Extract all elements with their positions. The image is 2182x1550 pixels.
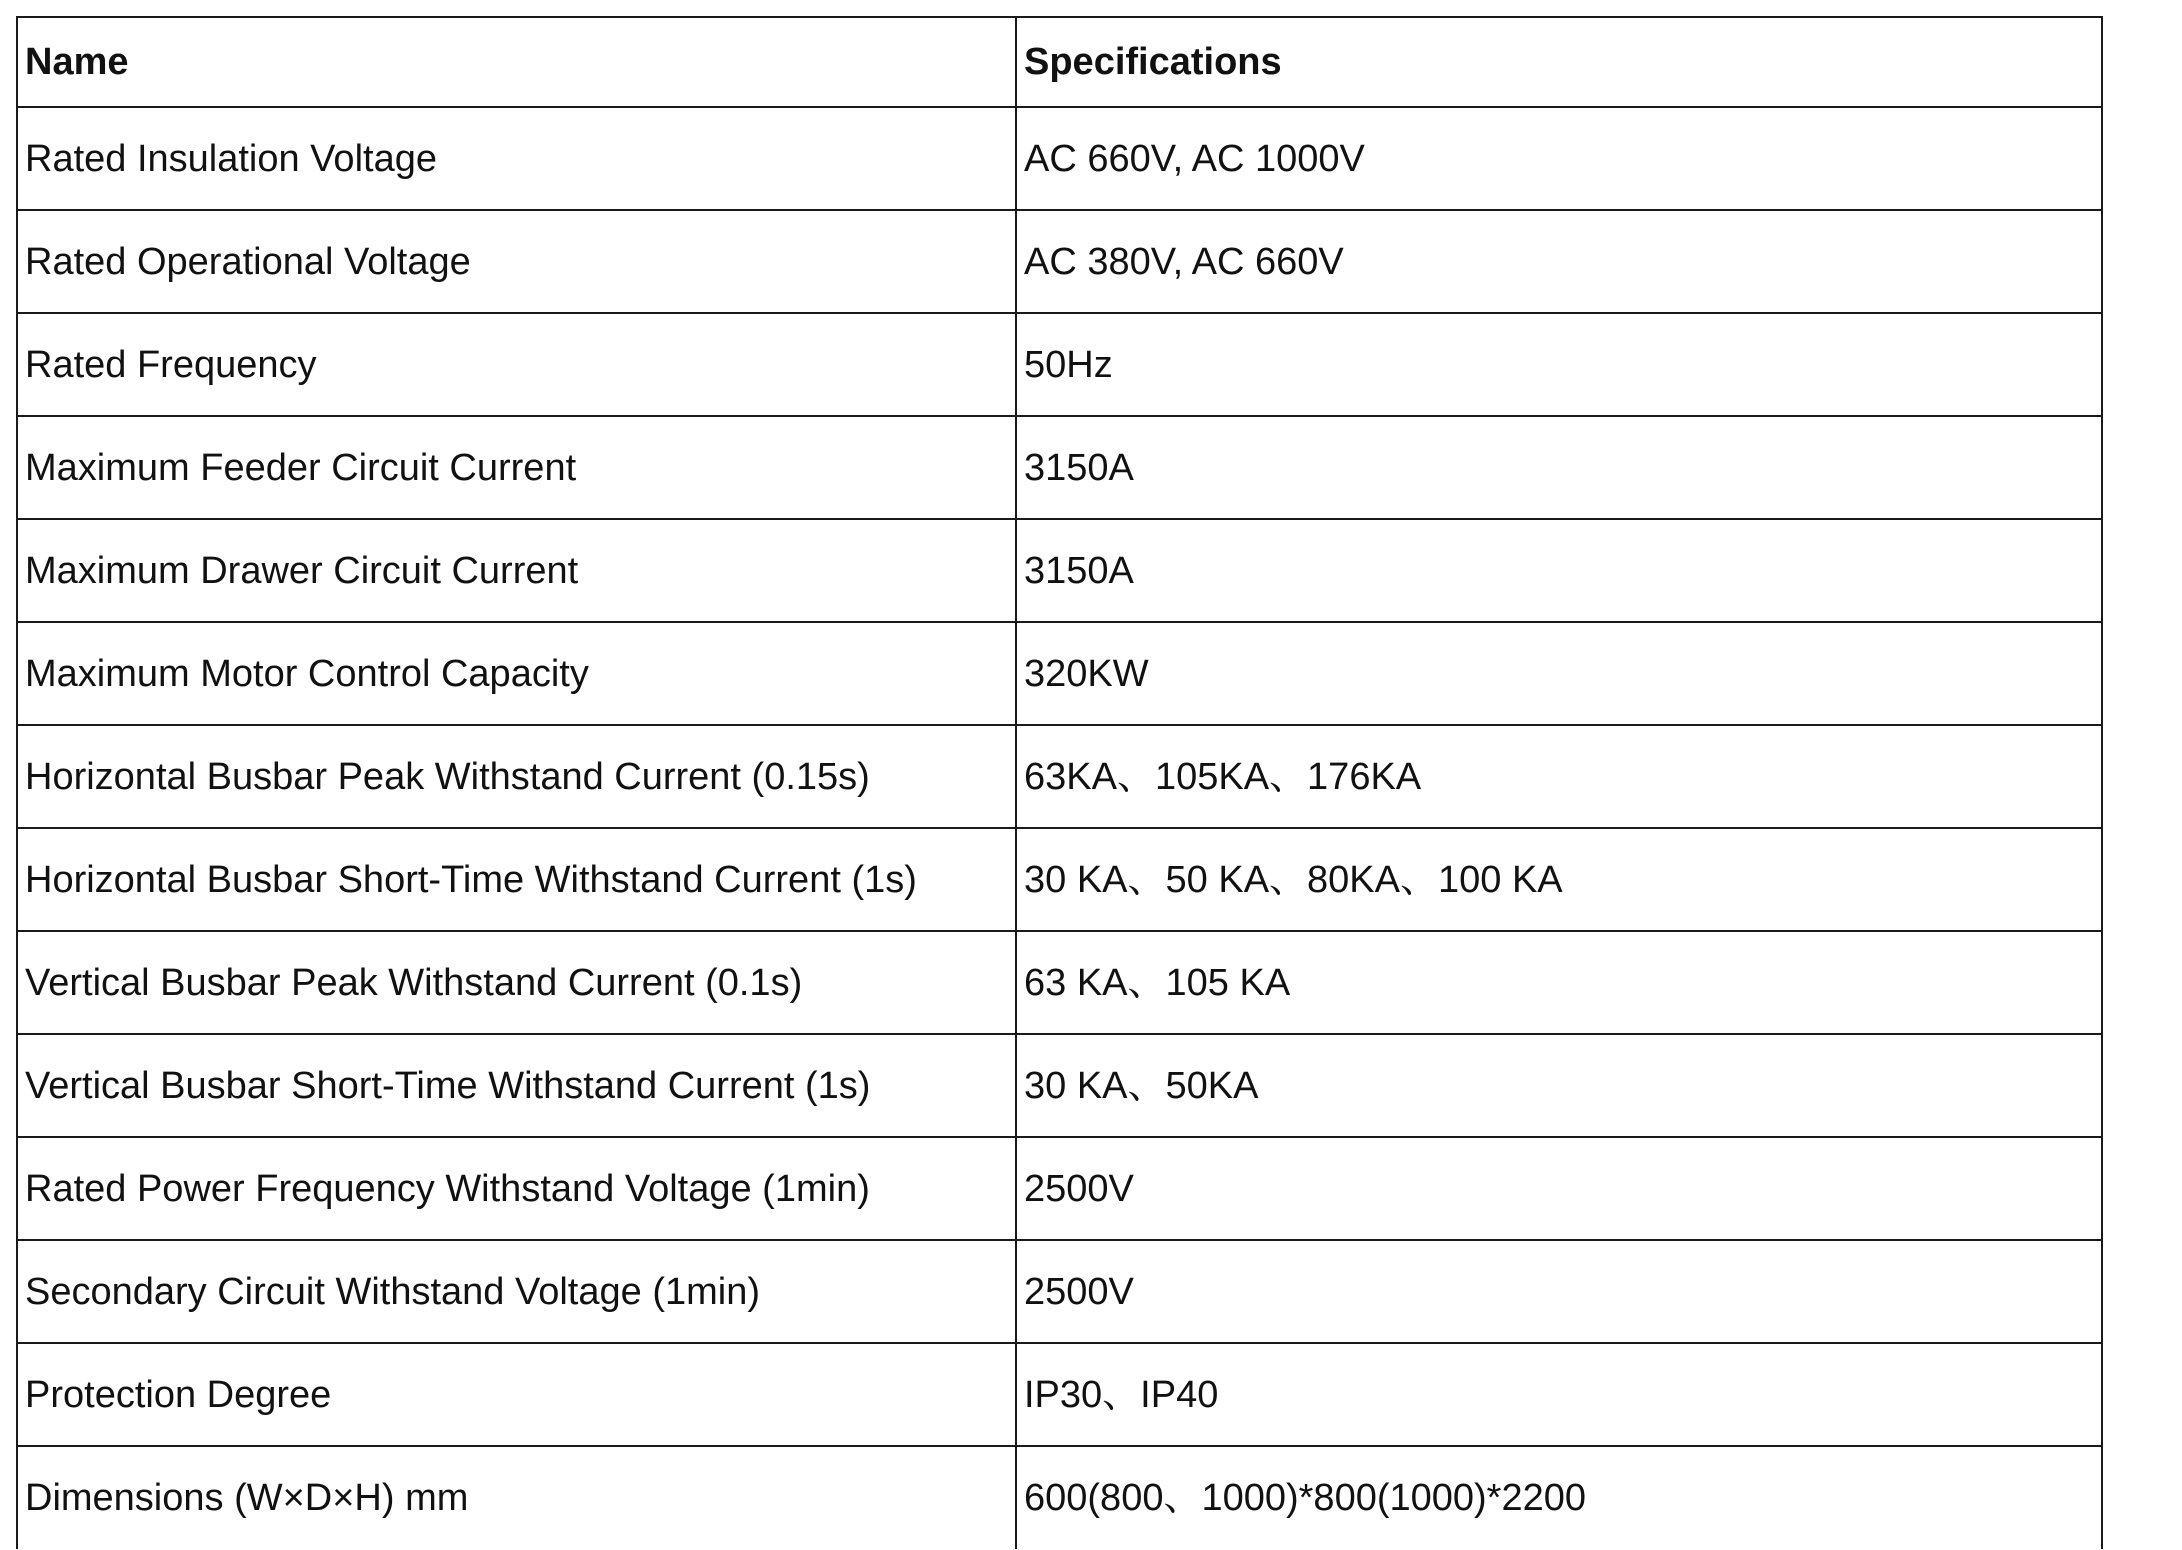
row-spec-cell: 600(800、1000)*800(1000)*2200 <box>1016 1446 2102 1549</box>
table-row <box>17 1240 2102 1343</box>
row-name-cell: Rated Insulation Voltage <box>17 107 1016 210</box>
row-name-cell: Rated Frequency <box>17 313 1016 416</box>
row-name-cell: Rated Power Frequency Withstand Voltage (1min) <box>17 1137 1016 1240</box>
row-name-cell: Secondary Circuit Withstand Voltage (1min) <box>17 1240 1016 1343</box>
row-spec-cell: 63 KA、105 KA <box>1016 931 2102 1034</box>
specifications-table <box>16 16 2103 1549</box>
row-spec-cell: 63KA、105KA、176KA <box>1016 725 2102 828</box>
row-spec-cell: 320KW <box>1016 622 2102 725</box>
row-spec-cell: IP30、IP40 <box>1016 1343 2102 1446</box>
table-row <box>17 1446 2102 1549</box>
table-row <box>17 931 2102 1034</box>
table-row <box>17 519 2102 622</box>
row-name-cell: Maximum Drawer Circuit Current <box>17 519 1016 622</box>
table-header-row <box>17 17 2102 107</box>
row-spec-cell: 30 KA、50KA <box>1016 1034 2102 1137</box>
row-name-cell: Vertical Busbar Short-Time Withstand Current (1s) <box>17 1034 1016 1137</box>
row-spec-cell: 30 KA、50 KA、80KA、100 KA <box>1016 828 2102 931</box>
table-row <box>17 1137 2102 1240</box>
row-spec-cell: 3150A <box>1016 416 2102 519</box>
column-header-name: Name <box>17 17 1016 107</box>
table-row <box>17 725 2102 828</box>
row-name-cell: Dimensions (W×D×H) mm <box>17 1446 1016 1549</box>
row-name-cell: Horizontal Busbar Peak Withstand Current (0.15s) <box>17 725 1016 828</box>
column-header-specifications: Specifications <box>1016 17 2102 107</box>
row-spec-cell: 3150A <box>1016 519 2102 622</box>
row-name-cell: Horizontal Busbar Short-Time Withstand Current (1s) <box>17 828 1016 931</box>
table-row <box>17 828 2102 931</box>
row-spec-cell: 2500V <box>1016 1137 2102 1240</box>
row-name-cell: Maximum Motor Control Capacity <box>17 622 1016 725</box>
row-name-cell: Rated Operational Voltage <box>17 210 1016 313</box>
table-row <box>17 1034 2102 1137</box>
row-spec-cell: AC 660V, AC 1000V <box>1016 107 2102 210</box>
row-name-cell: Maximum Feeder Circuit Current <box>17 416 1016 519</box>
row-spec-cell: 50Hz <box>1016 313 2102 416</box>
table-row <box>17 1343 2102 1446</box>
table-row <box>17 622 2102 725</box>
row-spec-cell: AC 380V, AC 660V <box>1016 210 2102 313</box>
row-name-cell: Vertical Busbar Peak Withstand Current (0.1s) <box>17 931 1016 1034</box>
table-row <box>17 313 2102 416</box>
row-name-cell: Protection Degree <box>17 1343 1016 1446</box>
table-row <box>17 416 2102 519</box>
row-spec-cell: 2500V <box>1016 1240 2102 1343</box>
table-row <box>17 210 2102 313</box>
table-row <box>17 107 2102 210</box>
